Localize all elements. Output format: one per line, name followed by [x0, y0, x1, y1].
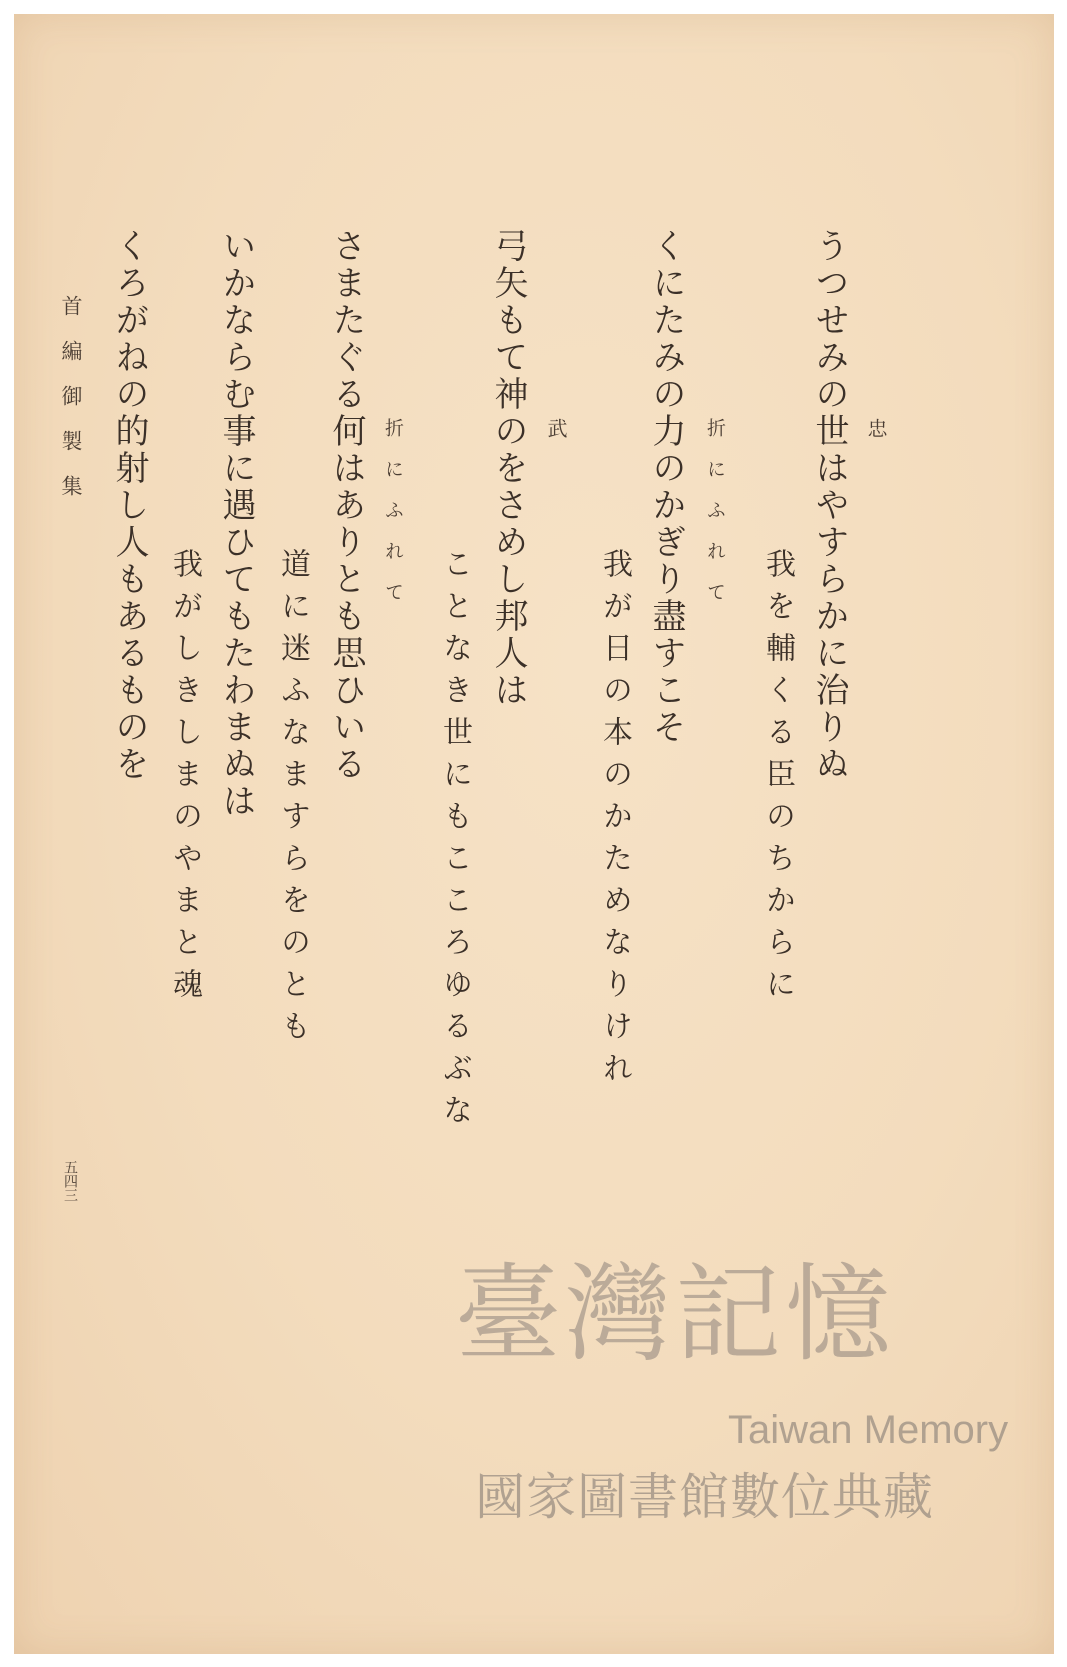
poem-1-line-1: うつせみの世はやすらかに治りぬ — [809, 228, 849, 783]
poem-6-line-1: くろがねの的射し人もあるものを — [109, 228, 149, 783]
watermark-english: Taiwan Memory — [728, 1408, 1009, 1452]
poem-3-line-2: ことなき世にもこころゆるぶな — [437, 548, 472, 1136]
page-number: 五四三 — [62, 1160, 78, 1202]
poem-5-line-1: いかならむ事に遇ひてもたわまぬは — [216, 228, 256, 820]
poem-5-line-2: 我がしきしまのやまと魂 — [167, 548, 202, 1010]
poem-4-line-1: さまたぐる何はありとも思ひいる — [326, 228, 366, 783]
poem-2-line-1: くにたみの力のかぎり盡すこそ — [646, 228, 686, 746]
poem-3-line-1: 弓矢もて神のをさめし邦人は — [488, 228, 528, 709]
poem-4-line-2: 道に迷ふなますらをのとも — [275, 548, 310, 1052]
poem-4-occasion: 折にふれて — [382, 418, 404, 623]
book-title: 首編御製集 — [59, 295, 83, 520]
poem-1-line-2: 我を輔くる臣のちからに — [760, 548, 795, 1010]
poem-2-line-2: 我が日の本のかためなりけれ — [597, 548, 632, 1094]
poem-title-martial: 武 — [544, 418, 568, 438]
watermark-subtitle: 國家圖書館數位典藏 — [475, 1468, 934, 1526]
watermark-title: 臺灣記憶 — [455, 1253, 895, 1376]
poem-2-occasion: 折にふれて — [704, 418, 726, 623]
poem-title-loyalty: 忠 — [864, 418, 888, 438]
